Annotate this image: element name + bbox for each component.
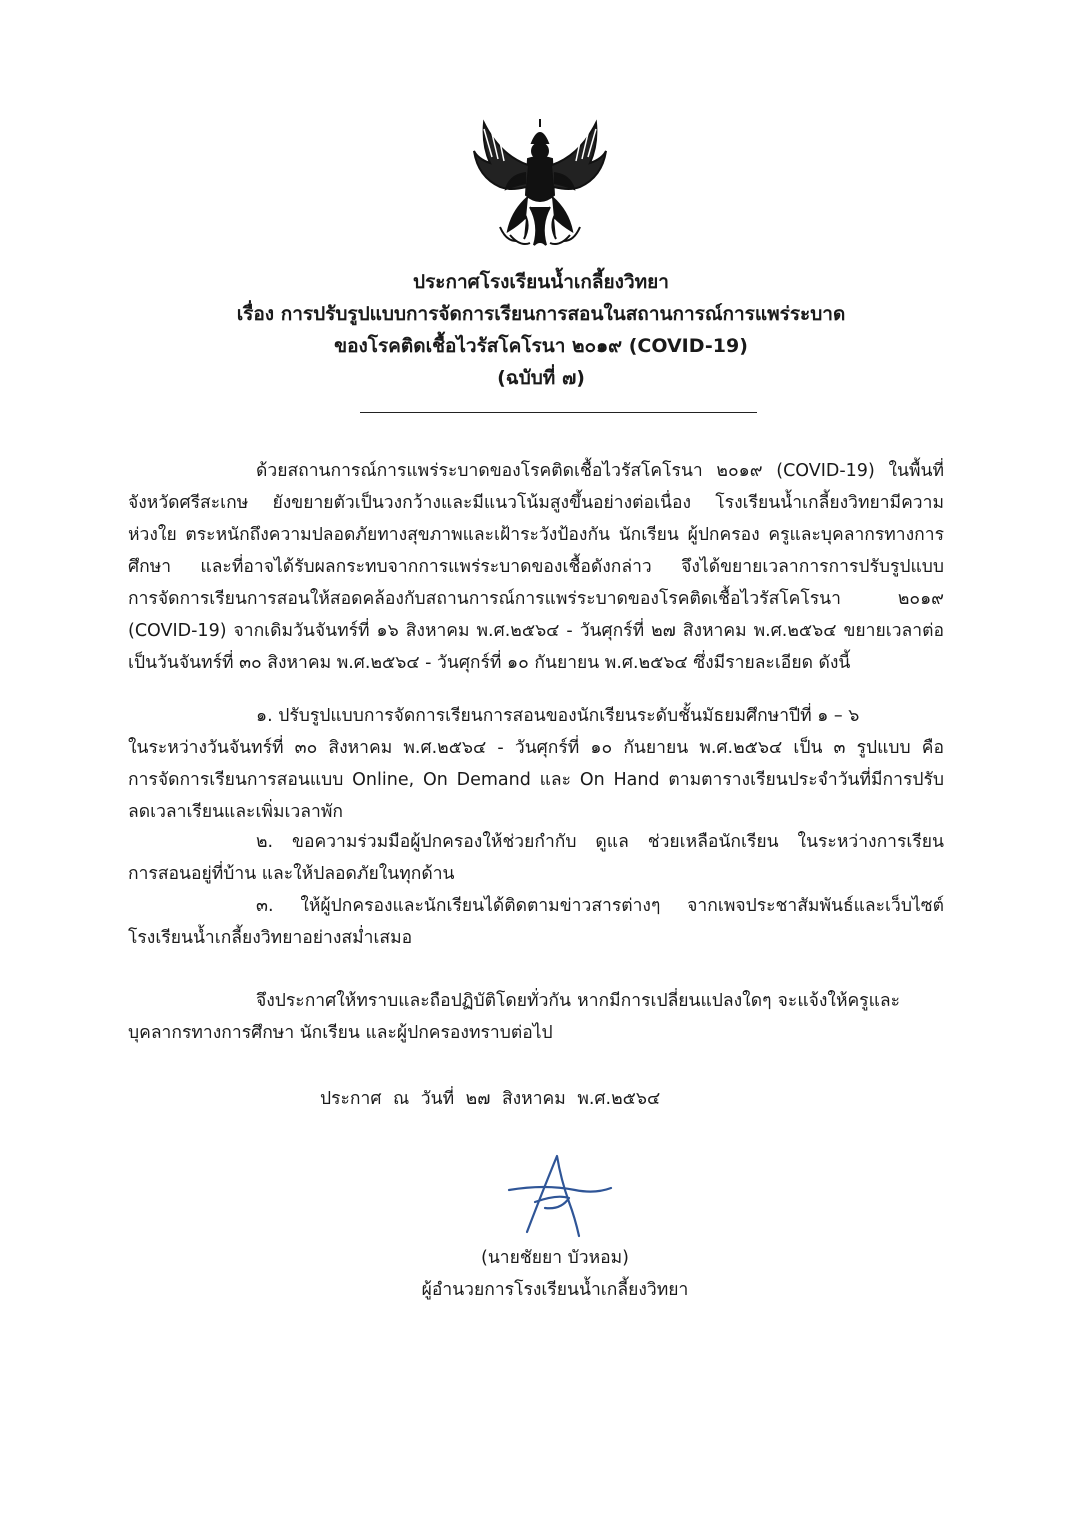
paragraph-line: (COVID-19) จากเดิมวันจันทร์ที่ ๑๖ สิงหาคม พ.ศ.๒๕๖๔ - วันศุกร์ที่ ๒๗ สิงหาคม พ.ศ.๒๕๖๔ ขยายเวลาต่อ bbox=[128, 621, 944, 641]
paragraph-line: เป็นวันจันทร์ที่ ๓๐ สิงหาคม พ.ศ.๒๕๖๔ - วันศุกร์ที่ ๑๐ กันยายน พ.ศ.๒๕๖๔ ซึ่งมีรายละเอียด ดังนี้ bbox=[128, 653, 851, 673]
item-1 bbox=[128, 700, 944, 828]
paragraph-line: ลดเวลาเรียนและเพิ่มเวลาพัก bbox=[128, 802, 343, 822]
paragraph-line: ๑. ปรับรูปแบบการจัดการเรียนการสอนของนักเรียนระดับชั้นมัธยมศึกษาปีที่ ๑ – ๖ bbox=[256, 706, 860, 726]
signer-name: (นายชัยยา บัวหอม) bbox=[481, 1248, 629, 1268]
announcement-header bbox=[0, 266, 1082, 394]
paragraph-line: บุคลากรทางการศึกษา นักเรียน และผู้ปกครองทราบต่อไป bbox=[128, 1023, 553, 1043]
intro-paragraph bbox=[128, 455, 944, 679]
paragraph-line: ห่วงใย ตระหนักถึงความปลอดภัยทางสุขภาพและเฝ้าระวังป้องกัน นักเรียน ผู้ปกครอง ครูและบุคลากรทางการ bbox=[128, 525, 944, 545]
paragraph-line: ศึกษา และที่อาจได้รับผลกระทบจากการแพร่ระบาดของเชื้อดังกล่าว จึงได้ขยายเวลาการการปรับรูปแบบ bbox=[128, 557, 944, 577]
paragraph-line: ๓. ให้ผู้ปกครองและนักเรียนได้ติดตามข่าวสารต่างๆ จากเพจประชาสัมพันธ์และเว็บไซต์ bbox=[256, 896, 944, 916]
closing-paragraph bbox=[128, 985, 900, 1049]
paragraph-line: จังหวัดศรีสะเกษ ยังขยายตัวเป็นวงกว้างและมีแนวโน้มสูงขึ้นอย่างต่อเนื่อง โรงเรียนน้ำเกลี้ยงวิทยามีความ bbox=[128, 493, 944, 513]
header-subject-cont: ของโรคติดเชื้อไวรัสโคโรนา ๒๐๑๙ (COVID-19) bbox=[334, 335, 748, 357]
paragraph-line: จึงประกาศให้ทราบและถือปฏิบัติโดยทั่วกัน หากมีการเปลี่ยนแปลงใดๆ จะแจ้งให้ครูและ bbox=[256, 991, 900, 1011]
paragraph-line: การจัดการเรียนการสอนแบบ Online, On Demand และ On Hand ตามตารางเรียนประจำวันที่มีการปรับ bbox=[128, 770, 944, 790]
announcement-date: ประกาศ ณ วันที่ ๒๗ สิงหาคม พ.ศ.๒๕๖๔ bbox=[320, 1089, 661, 1109]
paragraph-line: ในระหว่างวันจันทร์ที่ ๓๐ สิงหาคม พ.ศ.๒๕๖๔ - วันศุกร์ที่ ๑๐ กันยายน พ.ศ.๒๕๖๔ เป็น ๓ รูปแบบ คือ bbox=[128, 738, 944, 758]
item-2 bbox=[128, 826, 944, 890]
paragraph-line: ด้วยสถานการณ์การแพร่ระบาดของโรคติดเชื้อไวรัสโคโรนา ๒๐๑๙ (COVID-19) ในพื้นที่ bbox=[256, 461, 944, 481]
paragraph-line: การสอนอยู่ที่บ้าน และให้ปลอดภัยในทุกด้าน bbox=[128, 864, 455, 884]
header-divider bbox=[360, 412, 757, 413]
item-3 bbox=[128, 890, 944, 954]
header-issue-number: (ฉบับที่ ๗) bbox=[497, 367, 585, 389]
header-school-title: ประกาศโรงเรียนน้ำเกลี้ยงวิทยา bbox=[413, 271, 669, 293]
paragraph-line: ๒. ขอความร่วมมือผู้ปกครองให้ช่วยกำกับ ดูแล ช่วยเหลือนักเรียน ในระหว่างการเรียน bbox=[256, 832, 944, 852]
signer-position: ผู้อำนวยการโรงเรียนน้ำเกลี้ยงวิทยา bbox=[421, 1280, 689, 1300]
header-subject: เรื่อง การปรับรูปแบบการจัดการเรียนการสอนในสถานการณ์การแพร่ระบาด bbox=[236, 303, 846, 325]
garuda-emblem-icon bbox=[470, 115, 610, 255]
paragraph-line: โรงเรียนน้ำเกลี้ยงวิทยาอย่างสม่ำเสมอ bbox=[128, 928, 413, 948]
handwritten-signature bbox=[505, 1150, 615, 1240]
paragraph-line: การจัดการเรียนการสอนให้สอดคล้องกับสถานการณ์การแพร่ระบาดของโรคติดเชื้อไวรัสโคโรนา ๒๐๑๙ bbox=[128, 589, 944, 609]
